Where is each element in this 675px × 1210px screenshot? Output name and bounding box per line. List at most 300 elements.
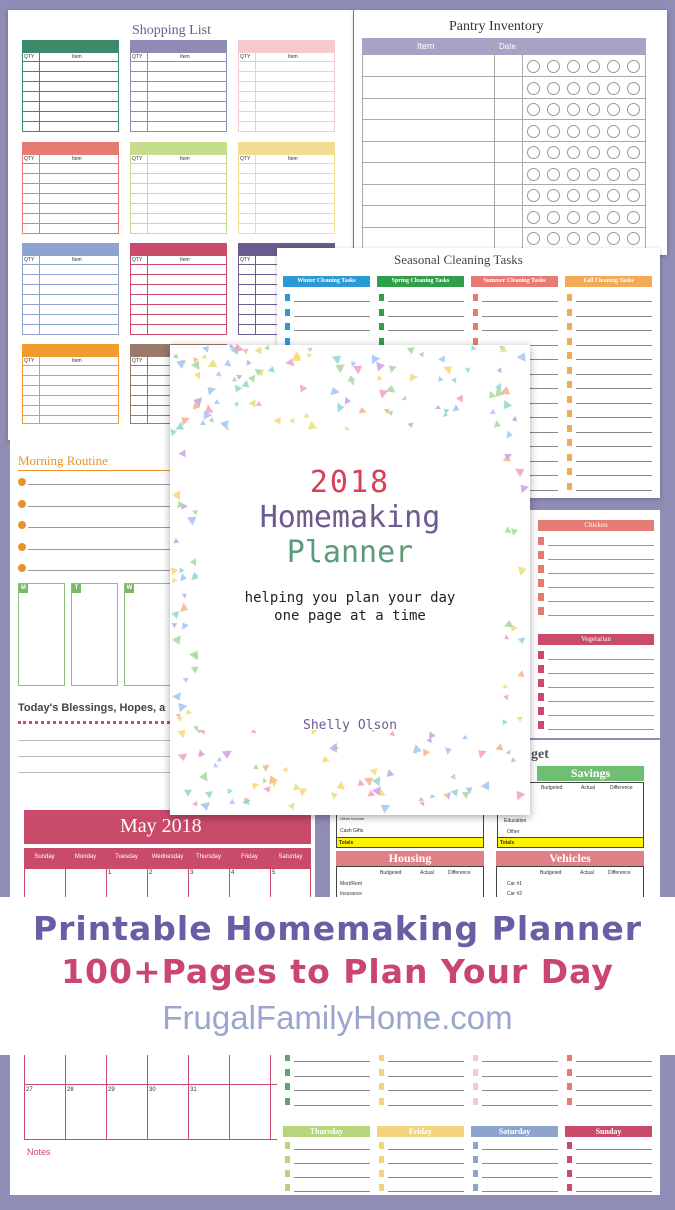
cover-author: Shelly Olson — [303, 718, 397, 733]
list-col-qty: QTY — [132, 358, 143, 364]
list-row-line — [22, 203, 119, 204]
task-checkbox[interactable] — [567, 309, 572, 316]
confetti-triangle — [271, 782, 277, 787]
banner-line1: Printable Homemaking Planner — [32, 909, 643, 948]
calendar-date[interactable]: 4 — [231, 870, 235, 876]
pantry-check-circle[interactable] — [607, 232, 620, 245]
task-checkbox[interactable] — [567, 396, 572, 403]
calendar-date[interactable]: 31 — [190, 1087, 197, 1093]
task-checkbox[interactable] — [567, 338, 572, 345]
routine-bullet[interactable] — [18, 478, 26, 486]
task-checkbox[interactable] — [567, 410, 572, 417]
morning-title-rule — [18, 470, 188, 471]
list-table — [22, 52, 119, 132]
task-checkbox[interactable] — [567, 352, 572, 359]
confetti-triangle — [174, 357, 185, 369]
list-divider — [39, 255, 40, 335]
list-row-line — [22, 334, 119, 335]
task-line — [576, 1105, 652, 1106]
pantry-check-circle[interactable] — [547, 125, 560, 138]
vehicles-col-difference: Difference — [608, 870, 631, 876]
confetti-triangle — [462, 792, 471, 800]
meal-line — [548, 659, 654, 660]
task-checkbox[interactable] — [285, 338, 290, 345]
task-line — [294, 1061, 370, 1062]
pantry-check-circle[interactable] — [607, 189, 620, 202]
cover-title-line2: Planner — [286, 535, 414, 570]
meal-checkbox[interactable] — [538, 537, 544, 545]
meal-checkbox[interactable] — [538, 721, 544, 729]
meal-checkbox[interactable] — [538, 565, 544, 573]
task-checkbox[interactable] — [473, 1170, 478, 1177]
meal-line — [548, 559, 654, 560]
confetti-triangle — [500, 400, 513, 412]
task-checkbox[interactable] — [285, 1054, 290, 1061]
task-line — [388, 1061, 464, 1062]
meal-checkbox[interactable] — [538, 579, 544, 587]
list-col-qty: QTY — [24, 358, 35, 364]
confetti-triangle — [332, 743, 339, 752]
list-row-line — [238, 71, 335, 72]
calendar-date[interactable]: 1 — [108, 870, 112, 876]
calendar-day-header: Sunday — [34, 854, 55, 860]
list-divider — [147, 255, 148, 335]
task-checkbox[interactable] — [285, 1098, 290, 1105]
housing-row-insurance: Insurance — [340, 891, 362, 897]
task-checkbox[interactable] — [285, 1083, 290, 1090]
pantry-check-circle[interactable] — [607, 125, 620, 138]
task-checkbox[interactable] — [285, 1142, 290, 1149]
blessings-line — [18, 756, 188, 757]
confetti-triangle — [507, 431, 514, 440]
routine-bullet[interactable] — [18, 500, 26, 508]
task-checkbox[interactable] — [379, 1170, 384, 1177]
task-checkbox[interactable] — [567, 468, 572, 475]
meal-checkbox[interactable] — [538, 593, 544, 601]
meal-checkbox[interactable] — [538, 607, 544, 615]
task-line — [294, 1076, 370, 1077]
meal-checkbox[interactable] — [538, 551, 544, 559]
confetti-triangle — [376, 360, 386, 371]
calendar-date[interactable]: 2 — [149, 870, 153, 876]
confetti-triangle — [435, 405, 441, 409]
pantry-check-circle[interactable] — [587, 189, 600, 202]
task-line — [294, 1149, 370, 1150]
list-divider — [255, 52, 256, 132]
pantry-divider — [494, 38, 495, 255]
confetti-triangle — [511, 757, 517, 764]
list-row-line — [130, 111, 227, 112]
pantry-check-circle[interactable] — [547, 60, 560, 73]
task-line — [576, 388, 652, 389]
list-row-line — [130, 314, 227, 315]
pantry-check-circle[interactable] — [627, 168, 640, 181]
pantry-check-circle[interactable] — [547, 232, 560, 245]
list-row-line — [130, 61, 227, 62]
list-table — [238, 154, 335, 234]
housing-col-budgeted: Budgeted — [380, 870, 402, 876]
task-line — [576, 345, 652, 346]
confetti-triangle — [290, 418, 298, 425]
confetti-triangle — [177, 754, 188, 762]
pantry-check-circle[interactable] — [527, 60, 540, 73]
list-row-line — [22, 81, 119, 82]
task-checkbox[interactable] — [285, 309, 290, 316]
task-line — [482, 1163, 558, 1164]
routine-bullet[interactable] — [18, 543, 26, 551]
task-checkbox[interactable] — [473, 323, 478, 330]
task-checkbox[interactable] — [379, 294, 384, 301]
routine-line — [28, 527, 188, 528]
confetti-triangle — [405, 345, 414, 355]
confetti-triangle — [194, 371, 201, 380]
list-divider — [255, 154, 256, 234]
pantry-page — [354, 10, 667, 255]
pantry-check-circle[interactable] — [587, 168, 600, 181]
confetti-triangle — [306, 353, 313, 358]
vegetarian-header: Vegetarian — [538, 634, 654, 645]
pantry-check-circle[interactable] — [567, 60, 580, 73]
weekly-tasks-page — [277, 1050, 660, 1195]
confetti-triangle — [261, 762, 270, 772]
task-checkbox[interactable] — [567, 425, 572, 432]
task-checkbox[interactable] — [285, 1156, 290, 1163]
housing-header: Housing — [336, 851, 484, 866]
routine-line — [28, 570, 188, 571]
list-row-line — [22, 233, 119, 234]
list-row-line — [130, 304, 227, 305]
task-checkbox[interactable] — [567, 454, 572, 461]
task-checkbox[interactable] — [567, 1098, 572, 1105]
list-row-line — [130, 131, 227, 132]
confetti-triangle — [450, 774, 458, 782]
pantry-check-circle[interactable] — [607, 211, 620, 224]
task-checkbox[interactable] — [473, 294, 478, 301]
task-checkbox[interactable] — [379, 323, 384, 330]
pantry-check-circle[interactable] — [527, 189, 540, 202]
list-divider — [255, 255, 256, 335]
task-checkbox[interactable] — [473, 1098, 478, 1105]
pantry-check-circle[interactable] — [607, 60, 620, 73]
list-col-qty: QTY — [24, 156, 35, 162]
list-divider — [147, 52, 148, 132]
confetti-triangle — [499, 345, 508, 353]
pantry-check-circle[interactable] — [567, 232, 580, 245]
pantry-check-circle[interactable] — [587, 60, 600, 73]
list-row-line — [238, 223, 335, 224]
task-checkbox[interactable] — [567, 1142, 572, 1149]
confetti-triangle — [302, 412, 310, 420]
pantry-check-circle[interactable] — [527, 103, 540, 116]
cover-year: 2018 — [309, 465, 391, 500]
pantry-divider — [522, 38, 523, 255]
confetti-triangle — [504, 693, 512, 701]
confetti-triangle — [345, 397, 352, 405]
pantry-check-circle[interactable] — [587, 82, 600, 95]
pantry-check-circle[interactable] — [607, 103, 620, 116]
seasonal-column-header: Summer Cleaning Tasks — [471, 276, 558, 287]
pantry-check-circle[interactable] — [587, 146, 600, 159]
pantry-check-circle[interactable] — [527, 168, 540, 181]
task-line — [576, 432, 652, 433]
task-line — [576, 330, 652, 331]
task-line — [482, 1177, 558, 1178]
task-line — [294, 330, 370, 331]
task-checkbox[interactable] — [379, 1142, 384, 1149]
pantry-check-circle[interactable] — [587, 103, 600, 116]
task-checkbox[interactable] — [379, 1069, 384, 1076]
pantry-check-circle[interactable] — [607, 82, 620, 95]
task-checkbox[interactable] — [567, 294, 572, 301]
confetti-triangle — [273, 416, 281, 425]
task-checkbox[interactable] — [285, 323, 290, 330]
task-checkbox[interactable] — [379, 1156, 384, 1163]
task-checkbox[interactable] — [285, 1170, 290, 1177]
blessings-line — [18, 740, 188, 741]
savings-col-difference: Difference — [610, 785, 633, 791]
pantry-check-circle[interactable] — [567, 146, 580, 159]
task-checkbox[interactable] — [379, 338, 384, 345]
list-col-item: Item — [72, 54, 82, 60]
meal-checkbox[interactable] — [538, 707, 544, 715]
task-checkbox[interactable] — [567, 1054, 572, 1061]
pantry-check-circle[interactable] — [627, 82, 640, 95]
banner-site[interactable]: FrugalFamilyHome.com — [162, 999, 513, 1036]
task-checkbox[interactable] — [285, 1184, 290, 1191]
pantry-check-circle[interactable] — [547, 211, 560, 224]
calendar-date[interactable]: 30 — [149, 1087, 156, 1093]
pantry-check-circle[interactable] — [547, 82, 560, 95]
pantry-check-circle[interactable] — [527, 146, 540, 159]
chicken-header: Chicken — [538, 520, 654, 531]
task-line — [576, 1177, 652, 1178]
confetti-triangle — [418, 351, 423, 357]
list-header-bar — [130, 40, 227, 52]
day-label: M — [21, 585, 26, 591]
task-checkbox[interactable] — [567, 1170, 572, 1177]
pantry-check-circle[interactable] — [587, 232, 600, 245]
list-row-line — [22, 71, 119, 72]
confetti-triangle — [353, 362, 365, 375]
task-checkbox[interactable] — [567, 439, 572, 446]
confetti-triangle — [223, 359, 232, 369]
pantry-check-circle[interactable] — [587, 211, 600, 224]
pantry-row-line — [362, 141, 646, 142]
savings-row-other: Other — [507, 829, 520, 835]
task-line — [294, 1177, 370, 1178]
list-row-line — [238, 163, 335, 164]
confetti-triangle — [504, 454, 512, 460]
task-line — [482, 1076, 558, 1077]
confetti-triangle — [451, 787, 462, 798]
task-checkbox[interactable] — [473, 1069, 478, 1076]
task-line — [482, 1105, 558, 1106]
meal-checkbox[interactable] — [538, 693, 544, 701]
list-col-qty: QTY — [24, 54, 35, 60]
confetti-triangle — [475, 746, 487, 758]
calendar-day-header: Monday — [74, 854, 97, 860]
task-checkbox[interactable] — [567, 1156, 572, 1163]
morning-routine-page — [10, 440, 190, 800]
list-row-line — [130, 163, 227, 164]
vehicles-row-car1: Car #1 — [507, 881, 523, 887]
blessings-line — [18, 772, 188, 773]
task-checkbox[interactable] — [567, 367, 572, 374]
task-checkbox[interactable] — [379, 1184, 384, 1191]
confetti-triangle — [494, 383, 500, 391]
task-checkbox[interactable] — [473, 1083, 478, 1090]
confetti-triangle — [264, 344, 272, 352]
cover-tagline-2: one page at a time — [274, 608, 426, 624]
pantry-check-circle[interactable] — [527, 82, 540, 95]
budget-title-partial: get — [531, 747, 549, 762]
routine-line — [28, 549, 188, 550]
pantry-check-circle[interactable] — [567, 82, 580, 95]
task-checkbox[interactable] — [379, 309, 384, 316]
list-row-line — [130, 101, 227, 102]
pantry-check-circle[interactable] — [607, 146, 620, 159]
confetti-triangle — [215, 371, 222, 378]
savings-col-budgeted: Budgeted — [541, 785, 563, 791]
pantry-check-circle[interactable] — [547, 168, 560, 181]
pantry-check-circle[interactable] — [567, 211, 580, 224]
confetti-triangle — [456, 395, 466, 405]
list-row-line — [238, 173, 335, 174]
list-row-line — [130, 81, 227, 82]
pantry-check-circle[interactable] — [627, 189, 640, 202]
task-checkbox[interactable] — [567, 483, 572, 490]
meal-line — [548, 587, 654, 588]
task-checkbox[interactable] — [473, 338, 478, 345]
task-checkbox[interactable] — [473, 1142, 478, 1149]
confetti-triangle — [377, 801, 389, 814]
confetti-triangle — [183, 677, 190, 683]
meal-checkbox[interactable] — [538, 651, 544, 659]
pantry-check-circle[interactable] — [547, 189, 560, 202]
pantry-check-circle[interactable] — [547, 103, 560, 116]
pantry-check-circle[interactable] — [567, 189, 580, 202]
confetti-triangle — [420, 799, 427, 806]
pantry-check-circle[interactable] — [627, 60, 640, 73]
pantry-check-circle[interactable] — [627, 103, 640, 116]
routine-bullet[interactable] — [18, 564, 26, 572]
confetti-triangle — [337, 402, 344, 412]
calendar-date[interactable]: 27 — [26, 1087, 33, 1093]
day-box — [124, 583, 171, 686]
morning-title: Morning Routine — [18, 453, 108, 468]
task-checkbox[interactable] — [567, 1184, 572, 1191]
calendar-date[interactable]: 5 — [272, 870, 276, 876]
list-col-item: Item — [72, 358, 82, 364]
pantry-check-circle[interactable] — [547, 146, 560, 159]
confetti-triangle — [203, 788, 213, 798]
pantry-check-circle[interactable] — [627, 146, 640, 159]
list-row-line — [130, 71, 227, 72]
confetti-triangle — [443, 362, 455, 374]
day-box — [18, 583, 65, 686]
day-label: W — [126, 585, 133, 591]
pantry-check-circle[interactable] — [527, 232, 540, 245]
task-checkbox[interactable] — [473, 1156, 478, 1163]
pantry-check-circle[interactable] — [527, 211, 540, 224]
task-checkbox[interactable] — [379, 1083, 384, 1090]
calendar-date[interactable]: 3 — [190, 870, 194, 876]
task-checkbox[interactable] — [567, 1069, 572, 1076]
list-row-line — [130, 173, 227, 174]
list-row-line — [22, 395, 119, 396]
confetti-triangle — [408, 422, 415, 428]
confetti-triangle — [248, 399, 255, 407]
task-checkbox[interactable] — [567, 381, 572, 388]
calendar-date[interactable]: 29 — [108, 1087, 115, 1093]
task-line — [576, 403, 652, 404]
task-line — [576, 301, 652, 302]
savings-col-actual: Actual — [581, 785, 595, 791]
confetti-triangle — [502, 683, 509, 688]
pantry-check-circle[interactable] — [567, 168, 580, 181]
list-row-line — [130, 233, 227, 234]
task-checkbox[interactable] — [285, 1069, 290, 1076]
confetti-triangle — [184, 708, 191, 715]
pantry-check-circle[interactable] — [607, 168, 620, 181]
task-line — [576, 490, 652, 491]
confetti-triangle — [402, 395, 409, 402]
task-line — [388, 330, 464, 331]
meal-checkbox[interactable] — [538, 665, 544, 673]
task-line — [576, 316, 652, 317]
confetti-triangle — [512, 788, 525, 800]
routine-bullet[interactable] — [18, 521, 26, 529]
pantry-check-circle[interactable] — [627, 232, 640, 245]
calendar-date[interactable]: 28 — [67, 1087, 74, 1093]
pantry-check-circle[interactable] — [587, 125, 600, 138]
pantry-check-circle[interactable] — [527, 125, 540, 138]
pantry-check-circle[interactable] — [567, 103, 580, 116]
task-checkbox[interactable] — [567, 323, 572, 330]
task-checkbox[interactable] — [473, 309, 478, 316]
pantry-check-circle[interactable] — [567, 125, 580, 138]
confetti-triangle — [171, 635, 184, 647]
income-row-other: Other Income — [340, 816, 365, 821]
list-divider — [39, 356, 40, 424]
promo-banner — [0, 897, 675, 1055]
task-checkbox[interactable] — [285, 294, 290, 301]
list-col-qty: QTY — [24, 257, 35, 263]
list-row-line — [22, 304, 119, 305]
list-header-bar — [238, 142, 335, 154]
pantry-row-line — [362, 184, 646, 185]
income-totals-row — [336, 837, 484, 848]
task-checkbox[interactable] — [379, 1054, 384, 1061]
pantry-check-circle[interactable] — [627, 211, 640, 224]
confetti-triangle — [254, 346, 262, 354]
list-col-qty: QTY — [240, 156, 251, 162]
task-checkbox[interactable] — [379, 1098, 384, 1105]
meal-checkbox[interactable] — [538, 679, 544, 687]
task-checkbox[interactable] — [473, 1054, 478, 1061]
list-row-line — [238, 193, 335, 194]
list-row-line — [130, 203, 227, 204]
pantry-check-circle[interactable] — [627, 125, 640, 138]
task-checkbox[interactable] — [473, 1184, 478, 1191]
list-table — [130, 52, 227, 132]
list-row-line — [22, 314, 119, 315]
task-line — [482, 1191, 558, 1192]
routine-line — [28, 484, 188, 485]
list-row-line — [22, 405, 119, 406]
task-checkbox[interactable] — [567, 1083, 572, 1090]
task-line — [482, 1090, 558, 1091]
